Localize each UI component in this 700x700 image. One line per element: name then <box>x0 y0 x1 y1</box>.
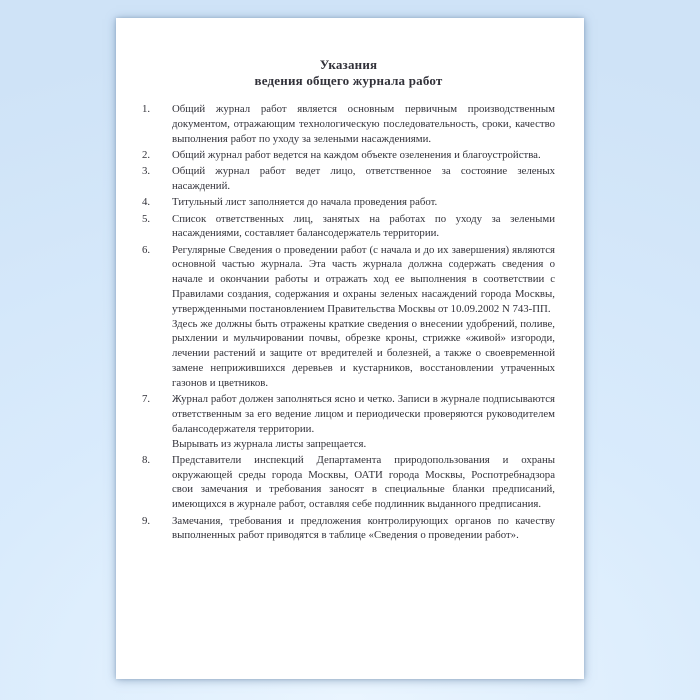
list-item-text <box>172 243 555 391</box>
list-item <box>142 453 555 512</box>
paragraph: Регулярные Сведения о проведении работ (с начала и до их завершения) являются основной частью журнала. Эта часть журнала должна содержать сведения о начале и окончании работы и отражать ход ее выполнения в соответствии с Правилами создания, содержания и охраны зеленых насаждений города Москвы, утвержденными постановлением Правительства Москвы от 10.09.2002 N 743-ПП. <box>172 243 555 315</box>
list-item <box>142 164 555 194</box>
page-title-line-1: Указания <box>319 57 378 72</box>
paragraph: Вырывать из журнала листы запрещается. <box>172 437 367 450</box>
paragraph: Титульный лист заполняется до начала проведения работ. <box>172 196 438 209</box>
paragraph: Общий журнал работ является основным первичным производственным документом, отражающим технологическую последовательность, сроки, качество выполнения работ по уходу за зелеными насаждениями. <box>172 103 555 145</box>
list-item-number: 3. <box>142 165 151 178</box>
list-item <box>142 148 555 163</box>
paragraph: Общий журнал работ ведет лицо, ответственное за состояние зеленых насаждений. <box>172 165 555 192</box>
list-item-text <box>172 453 555 512</box>
list-item-number: 6. <box>142 243 151 256</box>
list-item-number: 4. <box>142 196 151 209</box>
page-title <box>142 57 555 88</box>
list-item <box>142 195 555 210</box>
paragraph: Замечания, требования и предложения контролирующих органов по качеству выполненных работ приводятся в таблице «Сведения о проведении работ». <box>172 514 555 542</box>
list-item-text <box>172 212 555 242</box>
list-item-number: 7. <box>142 393 151 406</box>
list-item-number: 2. <box>142 148 151 161</box>
list-item-number: 8. <box>142 453 151 466</box>
paragraph: Список ответственных лиц, занятых на работах по уходу за зелеными насаждениями, составляет балансодержатель территории. <box>172 212 555 240</box>
list-item <box>142 243 555 391</box>
paragraph: Здесь же должны быть отражены краткие сведения о внесении удобрений, поливе, рыхлении и мульчировании почвы, обрезке кроны, стрижке «живой» изгороди, лечении растений и защите от вредителей и болезней, а также о своевременной замене неприжившихся деревьев и кустарников, восстановлении утраченных газонов и цветников. <box>172 317 555 389</box>
paragraph: Журнал работ должен заполняться ясно и четко. Записи в журнале подписываются ответственным за его ведение лицом и периодически проверяются руководителем балансодержателя территории. <box>172 393 555 435</box>
list-item-text <box>172 195 555 210</box>
document-page <box>116 18 584 679</box>
list-item-number: 1. <box>142 103 151 115</box>
list-item-number: 5. <box>142 212 151 225</box>
list-item-text <box>172 102 555 146</box>
list-item-text <box>172 148 555 163</box>
list-item-text <box>172 514 555 544</box>
paragraph: Общий журнал работ ведется на каждом объекте озеленения и благоустройства. <box>172 148 541 161</box>
page-title-line-2: ведения общего журнала работ <box>254 72 443 88</box>
list-item <box>142 514 555 544</box>
paragraph: Представители инспекций Департамента природопользования и охраны окружающей среды города Москвы, ОАТИ города Москвы, Роспотребнадзора свои замечания и требования заносят в специальные бланки предписаний, имеющихся в журнале работ, оставляя себе подлинник выданного предписания. <box>172 453 555 511</box>
list-item-text <box>172 164 555 194</box>
list-item <box>142 212 555 242</box>
instructions-list <box>142 102 555 543</box>
list-item <box>142 102 555 146</box>
list-item <box>142 392 555 451</box>
list-item-number: 9. <box>142 514 151 527</box>
list-item-text <box>172 392 555 451</box>
